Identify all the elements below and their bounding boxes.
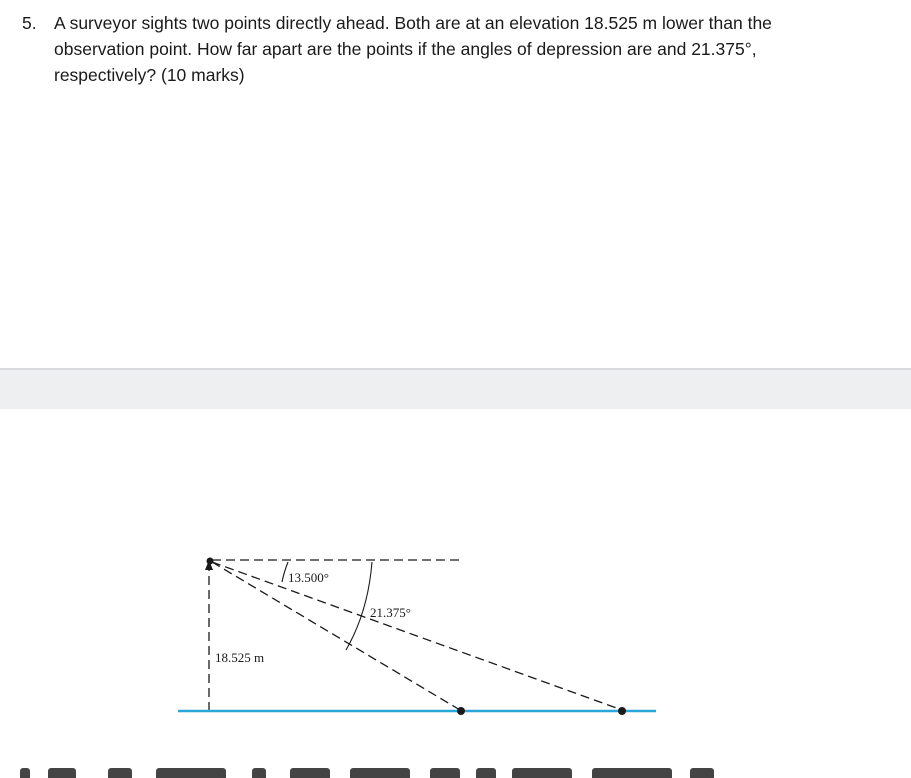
- observation-point: [207, 558, 214, 565]
- question-text: A surveyor sights two points directly ahead. Both are at an elevation 18.525 m lower than the observation point. How far apart are the points if the angles of depression are and 21.375°, respectively? (10 marks): [54, 13, 772, 85]
- next-question-partial: [20, 768, 890, 778]
- sightline-near: [212, 562, 460, 710]
- far-point: [618, 707, 626, 715]
- near-point: [457, 707, 465, 715]
- sightline-far: [212, 562, 622, 710]
- angle2-label: 21.375°: [370, 605, 411, 620]
- height-label: 18.525 m: [215, 650, 265, 665]
- angle-arc-2: [346, 562, 372, 650]
- question-number: 5.: [22, 13, 37, 33]
- angle1-label: 13.500°: [288, 570, 329, 585]
